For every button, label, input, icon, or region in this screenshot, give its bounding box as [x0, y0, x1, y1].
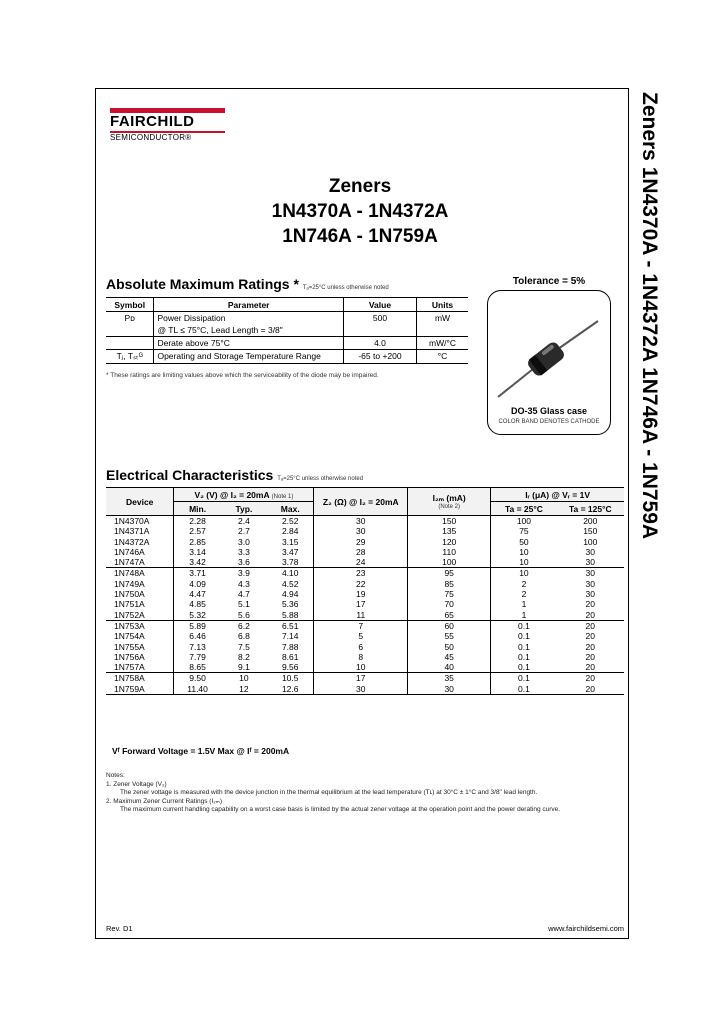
ec-cell-device: 1N4372A — [114, 536, 150, 547]
ec-cell-izm: 45 — [408, 652, 491, 662]
ec-cell-ir-25: 2 — [491, 579, 557, 589]
ec-cell-ir-125: 150 — [583, 526, 598, 537]
ec-cell-vz-min: 3.42 — [174, 557, 221, 568]
ec-header-device: Device — [106, 488, 174, 516]
ec-cell-ir-25: 2 — [491, 589, 557, 599]
ec-cell-vz-min: 2.57 — [174, 526, 221, 536]
amr-value: 4.0 — [343, 337, 416, 350]
ec-row — [106, 516, 624, 527]
ec-cell-izm: 120 — [408, 537, 491, 547]
amr-symbol: Pᴅ — [124, 313, 135, 323]
title-line3: 1N746A - 1N759A — [282, 226, 438, 247]
ec-row — [106, 684, 624, 695]
amr-units — [417, 324, 468, 337]
ec-cell-vz-max: 6.51 — [267, 620, 314, 631]
ec-cell-zz: 11 — [314, 610, 408, 621]
ec-cell-ir-125: 20 — [585, 631, 596, 642]
ec-cell-izm: 70 — [408, 599, 491, 609]
ec-cell-device: 1N753A — [106, 620, 174, 631]
ec-cell-ir-25: 10 — [491, 547, 557, 557]
amr-parameter: @ TL ≤ 75°C, Lead Length = 3/8" — [154, 324, 343, 337]
ec-cell-izm: 65 — [408, 610, 491, 621]
ec-cell-vz-typ: 5.6 — [237, 609, 250, 620]
ec-cell-ir-25: 10 — [491, 557, 557, 568]
ec-cell-ir-25: 0.1 — [491, 631, 557, 641]
ec-cell-device: 1N758A — [106, 673, 174, 684]
ec-row — [106, 642, 624, 652]
ec-cell-device: 1N759A — [106, 684, 174, 695]
ec-cell-vz-min: 2.28 — [174, 516, 221, 527]
ec-cell-izm: 50 — [408, 642, 491, 652]
note-2-text: The maximum current handling capability on a worst case basis is limited by the actual zener voltage at the operation point and the power derating curve. — [120, 806, 561, 813]
ec-header-zz: Z₂ (Ω) @ I₂ = 20mA — [314, 488, 408, 516]
ec-cell-ir-125: 20 — [585, 662, 596, 673]
title-line1: Zeners — [328, 176, 392, 197]
ec-cell-vz-min: 11.40 — [174, 684, 221, 695]
ec-cell-vz-typ: 3.3 — [237, 546, 250, 557]
ec-cell-ir-25: 0.1 — [491, 662, 557, 673]
amr-table — [106, 297, 468, 364]
ec-cell-vz-typ: 9.1 — [237, 662, 250, 673]
ec-cell-vz-min: 4.85 — [174, 599, 221, 609]
diode-icon — [488, 299, 610, 409]
amr-units: mW/°C — [417, 337, 468, 350]
ec-cell-izm: 60 — [408, 620, 491, 631]
ec-row — [106, 652, 624, 662]
ec-cell-ir-25: 0.1 — [491, 684, 557, 695]
brand-sub: SEMICONDUCTOR® — [110, 133, 192, 142]
amr-heading-text: Absolute Maximum Ratings * — [106, 276, 299, 292]
page-title — [250, 174, 470, 249]
ec-cell-izm: 100 — [408, 557, 491, 568]
ec-cell-ir-25: 0.1 — [491, 620, 557, 631]
ec-cell-device: 1N748A — [106, 568, 174, 579]
ec-cell-vz-typ: 6.8 — [237, 631, 250, 642]
website-link[interactable]: www.fairchildsemi.com — [548, 924, 624, 933]
ec-cell-vz-min: 7.79 — [174, 652, 221, 662]
ec-cell-vz-min: 9.50 — [174, 673, 221, 684]
ec-row — [106, 610, 624, 621]
ec-cell-vz-max: 4.10 — [267, 568, 314, 579]
ec-cell-zz: 5 — [314, 631, 408, 641]
amr-value: -65 to +200 — [343, 350, 416, 364]
ec-cell-vz-max: 10.5 — [267, 673, 314, 684]
ec-cell-zz: 30 — [314, 516, 408, 527]
note-2: 2. Maximum Zener Current Ratings (I₂ₘ) — [106, 797, 223, 805]
ec-cell-ir-125: 20 — [585, 651, 596, 662]
ec-cell-vz-typ: 3.9 — [221, 568, 267, 579]
ec-cell-vz-min: 4.47 — [174, 589, 221, 599]
ec-table — [106, 487, 624, 695]
ec-row — [106, 547, 624, 557]
ec-cell-ir-125: 30 — [585, 589, 596, 600]
ec-cell-zz: 24 — [314, 557, 408, 568]
ec-row — [106, 631, 624, 641]
ec-cell-vz-max: 12.6 — [267, 684, 314, 695]
ec-cell-izm: 40 — [408, 662, 491, 673]
amr-row — [106, 324, 468, 337]
ec-row — [106, 673, 624, 684]
ec-cell-ir-125: 20 — [585, 599, 596, 610]
ec-cell-device: 1N4371A — [114, 526, 150, 537]
ec-cell-zz: 7 — [314, 620, 408, 631]
ec-cell-vz-max: 9.56 — [281, 662, 299, 673]
ec-cell-ir-125: 20 — [557, 620, 624, 631]
ec-cell-vz-typ: 2.4 — [237, 516, 250, 526]
ec-cell-zz: 17 — [314, 673, 408, 684]
ec-cell-device: 1N746A — [114, 546, 145, 557]
amr-symbol — [106, 324, 154, 337]
ec-row — [106, 579, 624, 589]
ec-cell-vz-max: 5.36 — [281, 599, 299, 610]
ec-cell-zz: 8 — [314, 652, 408, 662]
amr-row — [106, 337, 468, 350]
ec-cell-zz: 17 — [314, 599, 408, 609]
side-title — [628, 92, 661, 932]
ec-cell-vz-max: 5.88 — [281, 609, 299, 620]
title-line2: 1N4370A - 1N4372A — [271, 201, 449, 222]
ec-cell-vz-max: 3.47 — [281, 546, 299, 557]
amr-row — [106, 312, 468, 325]
amr-units: mW — [417, 312, 468, 325]
ec-cell-ir-25: 1 — [491, 610, 557, 621]
fairchild-logo — [110, 108, 225, 143]
ec-cell-vz-max: 2.84 — [281, 526, 299, 537]
ec-cell-vz-typ: 7.5 — [237, 641, 250, 652]
ec-cell-ir-125: 30 — [585, 546, 596, 557]
ec-cell-ir-125: 30 — [585, 578, 596, 589]
tolerance-label: Tolerance = 5% — [512, 276, 586, 287]
ec-header-max: Max. — [267, 502, 314, 516]
ec-cell-ir-25: 0.1 — [491, 642, 557, 652]
ec-condition: Tₐ=25°C unless otherwise noted — [277, 476, 364, 482]
ec-cell-device: 1N757A — [114, 662, 145, 673]
ec-cell-device: 1N750A — [114, 589, 145, 600]
revision: Rev. D1 — [106, 924, 133, 933]
ec-cell-izm: 30 — [408, 684, 491, 695]
ec-cell-ir-25: 10 — [491, 568, 557, 579]
ec-cell-vz-typ: 3.0 — [237, 536, 250, 547]
note-1-text: The zener voltage is measured with the device junction in the thermal equilibrium at the lead temperature (Tʟ) at 30°C ± 1°C and 3/8" lead length. — [120, 789, 538, 796]
ec-header-vz — [174, 488, 314, 502]
ec-cell-zz: 29 — [314, 537, 408, 547]
ec-row — [106, 599, 624, 609]
ec-cell-device: 1N752A — [114, 609, 145, 620]
ec-row — [106, 537, 624, 547]
ec-cell-ir-25: 100 — [491, 516, 557, 527]
amr-header-units: Units — [417, 298, 468, 312]
ec-cell-ir-125: 200 — [583, 516, 598, 526]
amr-units: °C — [417, 350, 468, 364]
ec-header-ta125: Ta = 125°C — [557, 502, 624, 516]
case-label: DO-35 Glass case — [510, 406, 588, 416]
ec-cell-vz-min: 7.13 — [174, 642, 221, 652]
ec-cell-ir-125: 30 — [585, 557, 596, 568]
ec-cell-device: 1N754A — [114, 631, 145, 642]
ec-cell-zz: 10 — [314, 662, 408, 673]
ec-cell-zz: 28 — [314, 547, 408, 557]
side-title-text: Zeners 1N4370A - 1N4372A 1N746A - 1N759A — [638, 92, 661, 540]
ec-header-vz-note: (Note 1) — [271, 493, 294, 500]
ec-cell-device: 1N749A — [114, 578, 145, 589]
notes — [106, 772, 560, 815]
ec-cell-vz-typ: 10 — [221, 673, 267, 684]
ec-cell-ir-25: 75 — [491, 526, 557, 536]
amr-header-value: Value — [343, 298, 416, 312]
amr-symbol — [106, 337, 154, 350]
ec-header-vz-text: V₂ (V) @ I₂ = 20mA — [194, 489, 270, 500]
ec-cell-vz-typ: 4.7 — [237, 589, 250, 600]
ec-cell-vz-max: 3.78 — [281, 557, 299, 568]
ec-header-ta25: Ta = 25°C — [491, 502, 557, 516]
ec-cell-vz-min: 3.71 — [174, 568, 221, 579]
ec-cell-vz-min: 6.46 — [174, 631, 221, 641]
amr-header-symbol: Symbol — [106, 298, 154, 312]
ec-cell-zz: 30 — [314, 684, 408, 695]
ec-cell-vz-typ: 6.2 — [221, 620, 267, 631]
ec-cell-device: 1N756A — [114, 651, 145, 662]
ec-cell-zz: 19 — [314, 589, 408, 599]
amr-value — [343, 324, 416, 337]
ec-header-izm-text: I₂ₘ (mA) — [432, 493, 466, 503]
amr-parameter: Operating and Storage Temperature Range — [154, 350, 343, 364]
ec-row — [106, 568, 624, 579]
ec-cell-vz-max: 7.88 — [281, 641, 299, 652]
amr-value: 500 — [343, 312, 416, 325]
ec-cell-vz-max: 2.52 — [281, 516, 299, 526]
ec-cell-ir-25: 50 — [491, 537, 557, 547]
ec-cell-izm: 35 — [408, 673, 491, 684]
ec-cell-izm: 150 — [408, 516, 491, 527]
amr-parameter: Power Dissipation — [154, 312, 343, 325]
ec-cell-vz-min: 8.65 — [174, 662, 221, 673]
ec-cell-vz-min: 5.89 — [174, 620, 221, 631]
ec-cell-izm: 75 — [408, 589, 491, 599]
ec-heading — [106, 467, 363, 483]
ec-cell-vz-max: 4.52 — [281, 578, 299, 589]
ec-cell-vz-max: 8.61 — [281, 651, 299, 662]
ec-row — [106, 526, 624, 536]
ec-cell-ir-125: 20 — [585, 609, 596, 620]
ec-cell-device: 1N747A — [114, 557, 145, 568]
ec-cell-izm: 110 — [408, 547, 491, 557]
ec-cell-device: 1N751A — [114, 599, 145, 610]
ec-cell-vz-max: 4.94 — [281, 589, 299, 600]
notes-title: Notes: — [106, 772, 125, 779]
ec-cell-vz-typ: 12 — [221, 684, 267, 695]
ec-cell-ir-125: 100 — [583, 536, 598, 547]
ec-header-izm — [408, 488, 491, 516]
amr-header-parameter: Parameter — [154, 298, 343, 312]
ec-cell-device: 1N4370A — [114, 516, 150, 526]
ec-cell-ir-25: 0.1 — [491, 652, 557, 662]
ec-cell-vz-typ: 5.1 — [237, 599, 250, 610]
ec-cell-izm: 85 — [408, 579, 491, 589]
ec-cell-vz-typ: 8.2 — [237, 651, 250, 662]
ec-cell-vz-min: 4.09 — [174, 579, 221, 589]
ec-cell-vz-max: 7.14 — [281, 631, 299, 642]
ec-heading-text: Electrical Characteristics — [106, 467, 274, 483]
ec-row — [106, 589, 624, 599]
amr-condition: Tₐ=25°C unless otherwise noted — [302, 285, 389, 291]
forward-voltage: Vᶠ Forward Voltage = 1.5V Max @ Iᶠ = 200mA — [112, 746, 290, 756]
ec-cell-vz-typ: 3.6 — [237, 557, 250, 568]
ec-cell-vz-typ: 2.7 — [237, 526, 250, 537]
brand-name: FAIRCHILD — [110, 113, 195, 130]
ec-cell-device: 1N755A — [114, 641, 145, 652]
ec-row — [106, 662, 624, 673]
ec-cell-zz: 22 — [314, 579, 408, 589]
ec-cell-ir-125: 20 — [557, 673, 624, 684]
ec-cell-ir-25: 1 — [491, 599, 557, 609]
ec-cell-vz-typ: 4.3 — [237, 578, 250, 589]
amr-symbol: Tⱼ, Tₛₜᴳ — [106, 350, 154, 364]
note-1: 1. Zener Voltage (V₂) — [106, 780, 167, 788]
ec-header-typ: Typ. — [221, 502, 267, 516]
ec-cell-vz-min: 2.85 — [174, 537, 221, 547]
ec-cell-vz-min: 3.14 — [174, 547, 221, 557]
amr-parameter: Derate above 75°C — [154, 337, 343, 350]
case-note: COLOR BAND DENOTES CATHODE — [498, 419, 600, 425]
ec-cell-izm: 95 — [408, 568, 491, 579]
amr-heading — [106, 276, 389, 292]
ec-cell-vz-max: 3.15 — [281, 536, 299, 547]
ec-cell-ir-125: 20 — [557, 684, 624, 695]
ec-cell-izm: 135 — [408, 526, 491, 536]
amr-footnote: * These ratings are limiting values above which the serviceability of the diode may be impaired. — [106, 372, 379, 379]
ec-header-min: Min. — [174, 502, 221, 516]
amr-row — [106, 350, 468, 364]
ec-cell-zz: 6 — [314, 642, 408, 652]
ec-cell-vz-min: 5.32 — [174, 610, 221, 621]
ec-cell-ir-125: 20 — [585, 641, 596, 652]
ec-cell-izm: 55 — [408, 631, 491, 641]
ec-cell-ir-125: 30 — [557, 568, 624, 579]
ec-row — [106, 557, 624, 568]
ec-row — [106, 620, 624, 631]
ec-header-ir: Iᵣ (μA) @ Vᵣ = 1V — [491, 488, 624, 502]
ec-body — [106, 516, 624, 695]
ec-cell-ir-25: 0.1 — [491, 673, 557, 684]
ec-cell-zz: 30 — [314, 526, 408, 536]
ec-cell-zz: 23 — [314, 568, 408, 579]
ec-header-izm-note: (Note 2) — [438, 504, 461, 510]
